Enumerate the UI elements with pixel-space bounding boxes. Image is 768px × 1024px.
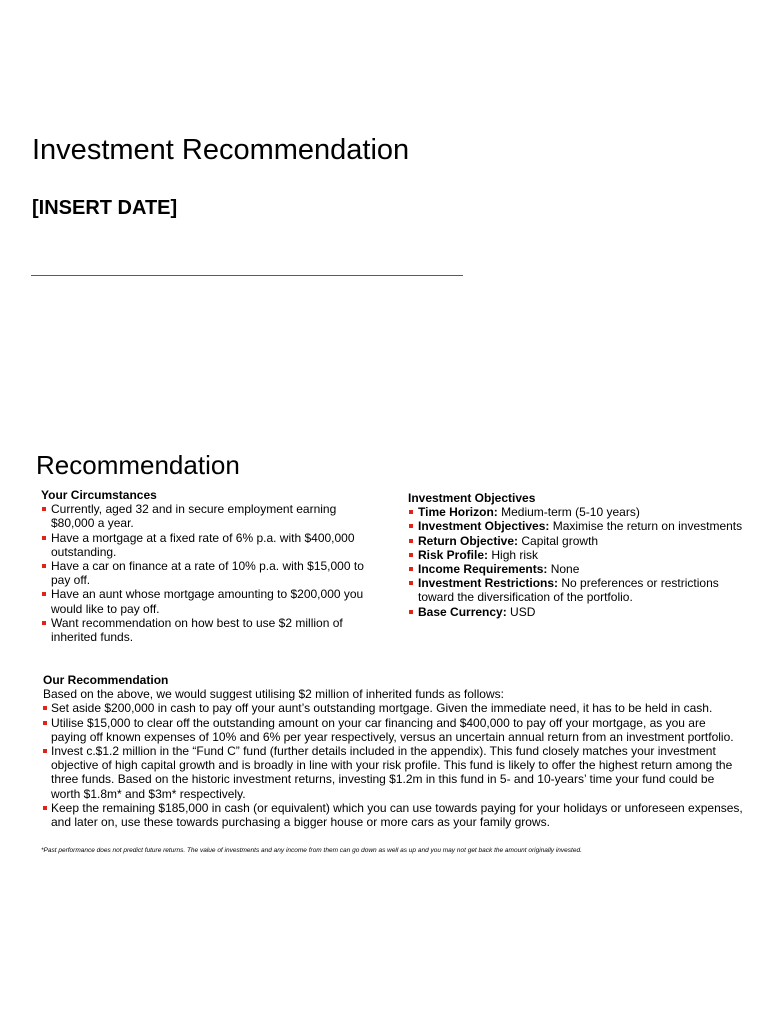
- bullet-icon: [409, 610, 413, 614]
- disclaimer-footnote: *Past performance does not predict future returns. The value of investments and any income from them can go down as well as up and you may not get back the amount originally invested.: [41, 847, 582, 854]
- objective-value: High risk: [488, 547, 539, 562]
- list-item: [408, 548, 748, 562]
- objective-label: Income Requirements:: [418, 562, 548, 577]
- list-item: [41, 559, 381, 587]
- recommendation-intro: Based on the above, we would suggest utilising $2 million of inherited funds as follows:: [43, 687, 504, 702]
- objective-value: No preferences or restrictions toward the diversification of the portfolio.: [418, 576, 719, 605]
- list-item: [41, 502, 381, 530]
- objective-label: Investment Objectives:: [418, 519, 550, 534]
- bullet-icon: [409, 567, 413, 571]
- list-item: [41, 531, 381, 559]
- list-item-text: Keep the remaining $185,000 in cash (or equivalent) which you can use towards paying for your holidays or unforeseen expenses, and later on, use these towards purchasing a bigger house or more cars as your family grows.: [51, 800, 743, 830]
- list-item: [408, 505, 748, 519]
- bullet-icon: [42, 536, 46, 540]
- objective-value: Capital growth: [518, 533, 599, 548]
- bullet-icon: [409, 510, 413, 514]
- objective-value: USD: [506, 604, 536, 619]
- section-title: Recommendation: [36, 450, 240, 480]
- list-item: [408, 534, 748, 548]
- list-item: [41, 587, 381, 615]
- list-item: [41, 616, 381, 644]
- list-item-text: Set aside $200,000 in cash to pay off your aunt’s outstanding mortgage. Given the immediate need, it has to be held in cash.: [51, 701, 713, 716]
- list-item: [408, 519, 748, 533]
- list-item: [408, 562, 748, 576]
- objective-value: None: [547, 562, 580, 577]
- objective-label: Risk Profile:: [418, 547, 489, 562]
- list-item: [43, 701, 743, 715]
- bullet-icon: [409, 581, 413, 585]
- objective-label: Return Objective:: [418, 533, 519, 548]
- list-item: [408, 605, 748, 619]
- objectives-list: [408, 505, 748, 619]
- list-item-text: Currently, aged 32 and in secure employment earning $80,000 a year.: [51, 502, 337, 531]
- page-title: Investment Recommendation: [32, 134, 410, 166]
- list-item-text: Invest c.$1.2 million in the “Fund C” fund (further details included in the appendix). This fund closely matches your investment objective of high capital growth and is broadly in line with your risk profile. This fund is likely to offer the highest return among the three funds. Based on the historic investment returns, investing $1.2m in this fund in 5- and 10-years’ time your fund could be worth $1.8m* and $3m* respectively.: [51, 744, 733, 801]
- objective-value: Medium-term (5-10 years): [497, 505, 640, 520]
- title-divider: [31, 275, 463, 276]
- bullet-icon: [409, 539, 413, 543]
- list-item-text: Have a car on finance at a rate of 10% p.a. with $15,000 to pay off.: [51, 559, 364, 588]
- objectives-section: [408, 491, 748, 619]
- recommendation-heading: Our Recommendation: [43, 673, 169, 687]
- recommendation-list: [43, 701, 743, 829]
- bullet-icon: [43, 706, 47, 710]
- bullet-icon: [43, 806, 47, 810]
- date-placeholder: [INSERT DATE]: [32, 197, 178, 219]
- objective-value: Maximise the return on investments: [549, 519, 743, 534]
- list-item-text: Want recommendation on how best to use $2 million of inherited funds.: [51, 615, 343, 645]
- objective-label: Investment Restrictions:: [418, 576, 559, 591]
- list-item-text: Have a mortgage at a fixed rate of 6% p.a. with $400,000 outstanding.: [51, 530, 355, 559]
- list-item-text: Have an aunt whose mortgage amounting to $200,000 you would like to pay off.: [51, 587, 364, 616]
- bullet-icon: [409, 524, 413, 528]
- bullet-icon: [43, 749, 47, 753]
- list-item: [43, 716, 743, 744]
- list-item-text: Utilise $15,000 to clear off the outstanding amount on your car financing and $400,000 to pay off your mortgage, as you are paying off known expenses of 10% and 6% per year respectively, versus an uncertain annual return from an investment portfolio.: [51, 715, 734, 744]
- bullet-icon: [43, 721, 47, 725]
- objectives-heading: Investment Objectives: [408, 491, 536, 505]
- bullet-icon: [42, 592, 46, 596]
- bullet-icon: [42, 621, 46, 625]
- circumstances-list: [41, 502, 381, 644]
- circumstances-heading: Your Circumstances: [41, 488, 157, 502]
- list-item: [43, 744, 743, 801]
- list-item: [43, 801, 743, 829]
- objective-label: Time Horizon:: [418, 505, 498, 520]
- objective-label: Base Currency:: [418, 604, 507, 619]
- list-item: [408, 576, 748, 604]
- recommendation-section: [43, 673, 743, 829]
- circumstances-section: [41, 488, 381, 644]
- bullet-icon: [42, 507, 46, 511]
- bullet-icon: [409, 553, 413, 557]
- bullet-icon: [42, 564, 46, 568]
